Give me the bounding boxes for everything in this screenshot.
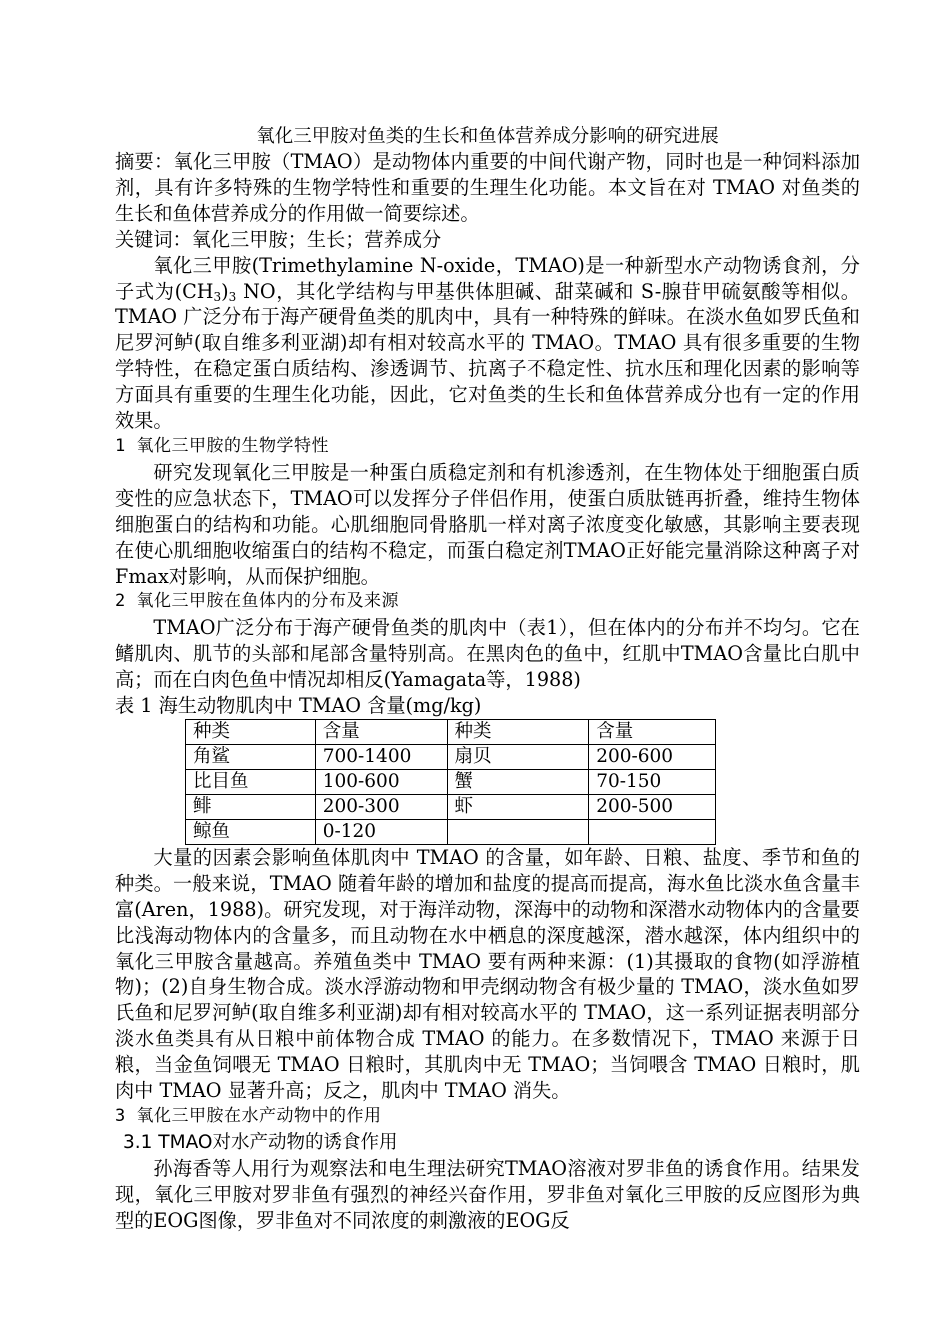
table-caption: 表 1 海生动物肌肉中 TMAO 含量(mg/kg): [115, 694, 482, 718]
keywords-paragraph: [115, 227, 860, 253]
table-cell: 200-600: [589, 744, 716, 769]
section-2-paragraph: TMAO广泛分布于海产硬骨鱼类的肌肉中（表1），但在体内的分布并不均匀。它在鳍肌肉、肌节的头部和尾部含量特别高。在黑肉色的鱼中，红肌中TMAO含量比白肌中高；而在白肉色鱼中情况却相反(Yamagata等，1988): [115, 616, 860, 692]
keywords-label: 关键词：: [115, 227, 192, 251]
table-cell: 虾: [447, 794, 589, 819]
document-title: 氧化三甲胺对鱼类的生长和鱼体营养成分影响的研究进展: [256, 126, 719, 147]
document-page: [115, 124, 860, 1234]
section-3-heading: 3 氧化三甲胺在水产动物中的作用: [115, 1106, 382, 1126]
table-cell: 鲸鱼: [186, 819, 316, 844]
table-cell: 0-120: [315, 819, 447, 844]
table-header-cell: 种类: [447, 719, 589, 744]
table-cell: 鲱: [186, 794, 316, 819]
table-header-cell: 含量: [315, 719, 447, 744]
table-cell: 200-300: [315, 794, 447, 819]
table-cell: 比目鱼: [186, 769, 316, 794]
section-2-paragraph-2: 大量的因素会影响鱼体肌肉中 TMAO 的含量，如年龄、日粮、盐度、季节和鱼的种类。一般来说，TMAO 随着年龄的增加和盐度的提高而提高，海水鱼比淡水鱼含量丰富(Aren，1988)。研究发现，对于海洋动物，深海中的动物和深潜水动物体内的含量要比浅海动物体内的含量多，而且动物在水中栖息的深度越深，潜水越深，体内组织中的氧化三甲胺含量越高。养殖鱼类中 TMAO 要有两种来源：(1)其摄取的食物(如浮游植物)；(2)自身生物合成。淡水浮游动物和甲壳纲动物含有极少量的 TMAO，淡水鱼如罗氏鱼和尼罗河鲈(取自维多利亚湖)却有相对较高水平的 TMAO，这一系列证据表明部分淡水鱼类具有从日粮中前体物合成 TMAO 的能力。在多数情况下，TMAO 来源于日粮，当金鱼饲喂无 TMAO 日粮时，其肌肉中无 TMAO；当饲喂含 TMAO 日粮时，肌肉中 TMAO 显著升高；反之，肌肉中 TMAO 消失。: [115, 845, 860, 1103]
table-row: [186, 819, 716, 844]
table-row: [186, 769, 716, 794]
table-cell: 100-600: [315, 769, 447, 794]
table-cell: 70-150: [589, 769, 716, 794]
abstract-label: 摘要：: [115, 150, 174, 173]
section-3-1-paragraph: 孙海香等人用行为观察法和电生理法研究TMAO溶液对罗非鱼的诱食作用。结果发现，氧化三甲胺对罗非鱼有强烈的神经兴奋作用，罗非鱼对氧化三甲胺的反应图形为典型的EOG图像，罗非鱼对不同浓度的刺激液的EOG反: [115, 1156, 860, 1232]
table-header-cell: 种类: [186, 719, 316, 744]
tmao-content-table: [185, 719, 716, 845]
table-cell: 蟹: [447, 769, 589, 794]
table-row: [186, 744, 716, 769]
keywords-text: 氧化三甲胺；生长；营养成分: [191, 227, 442, 251]
intro-paragraph: 氧化三甲胺(Trimethylamine N-oxide，TMAO)是一种新型水产动物诱食剂，分子式为$(CH_3)_3$ NO，其化学结构与甲基供体胆碱、甜菜碱和 S-腺苷甲硫氨酸等相似。TMAO 广泛分布于海产硬骨鱼类的肌肉中，具有一种特殊的鲜味。在淡水鱼如罗氏鱼和尼罗河鲈(取自维多利亚湖)却有相对较高水平的 TMAO。TMAO 具有很多重要的生物学特性，在稳定蛋白质结构、渗透调节、抗离子不稳定性、抗水压和理化因素的影响等方面具有重要的生理生化功能，因此，它对鱼类的生长和鱼体营养成分也有一定的作用效果。: [115, 253, 860, 433]
table-cell: 200-500: [589, 794, 716, 819]
table-header-cell: 含量: [589, 719, 716, 744]
table-cell: 700-1400: [315, 744, 447, 769]
table-cell: [589, 819, 716, 844]
table-row: [186, 794, 716, 819]
table-cell: 扇贝: [447, 744, 589, 769]
abstract-paragraph: [115, 149, 860, 227]
table-header-row: [186, 719, 716, 744]
section-1-paragraph: 研究发现氧化三甲胺是一种蛋白质稳定剂和有机渗透剂，在生物体处于细胞蛋白质变性的应急状态下，TMAO可以发挥分子伴侣作用，使蛋白质肽链再折叠，维持生物体细胞蛋白的结构和功能。心肌细胞同骨胳肌一样对离子浓度变化敏感，其影响主要表现在使心肌细胞收缩蛋白的结构不稳定，而蛋白稳定剂TMAO正好能完量消除这种离子对Fmax对影响，从而保护细胞。: [115, 460, 860, 588]
table-cell: [447, 819, 589, 844]
section-2-heading: 2 氧化三甲胺在鱼体内的分布及来源: [115, 591, 399, 612]
section-3-1-heading: 3.1 TMAO对水产动物的诱食作用: [123, 1131, 398, 1153]
table-cell: 角鲨: [186, 744, 316, 769]
abstract-text: 氧化三甲胺（TMAO）是动物体内重要的中间代谢产物，同时也是一种饲料添加剂，具有许多特殊的生物学特性和重要的生理生化功能。本文旨在对 TMAO 对鱼类的生长和鱼体营养成分的作用做一简要综述。: [115, 150, 861, 225]
section-1-heading: 1 氧化三甲胺的生物学特性: [115, 435, 329, 456]
